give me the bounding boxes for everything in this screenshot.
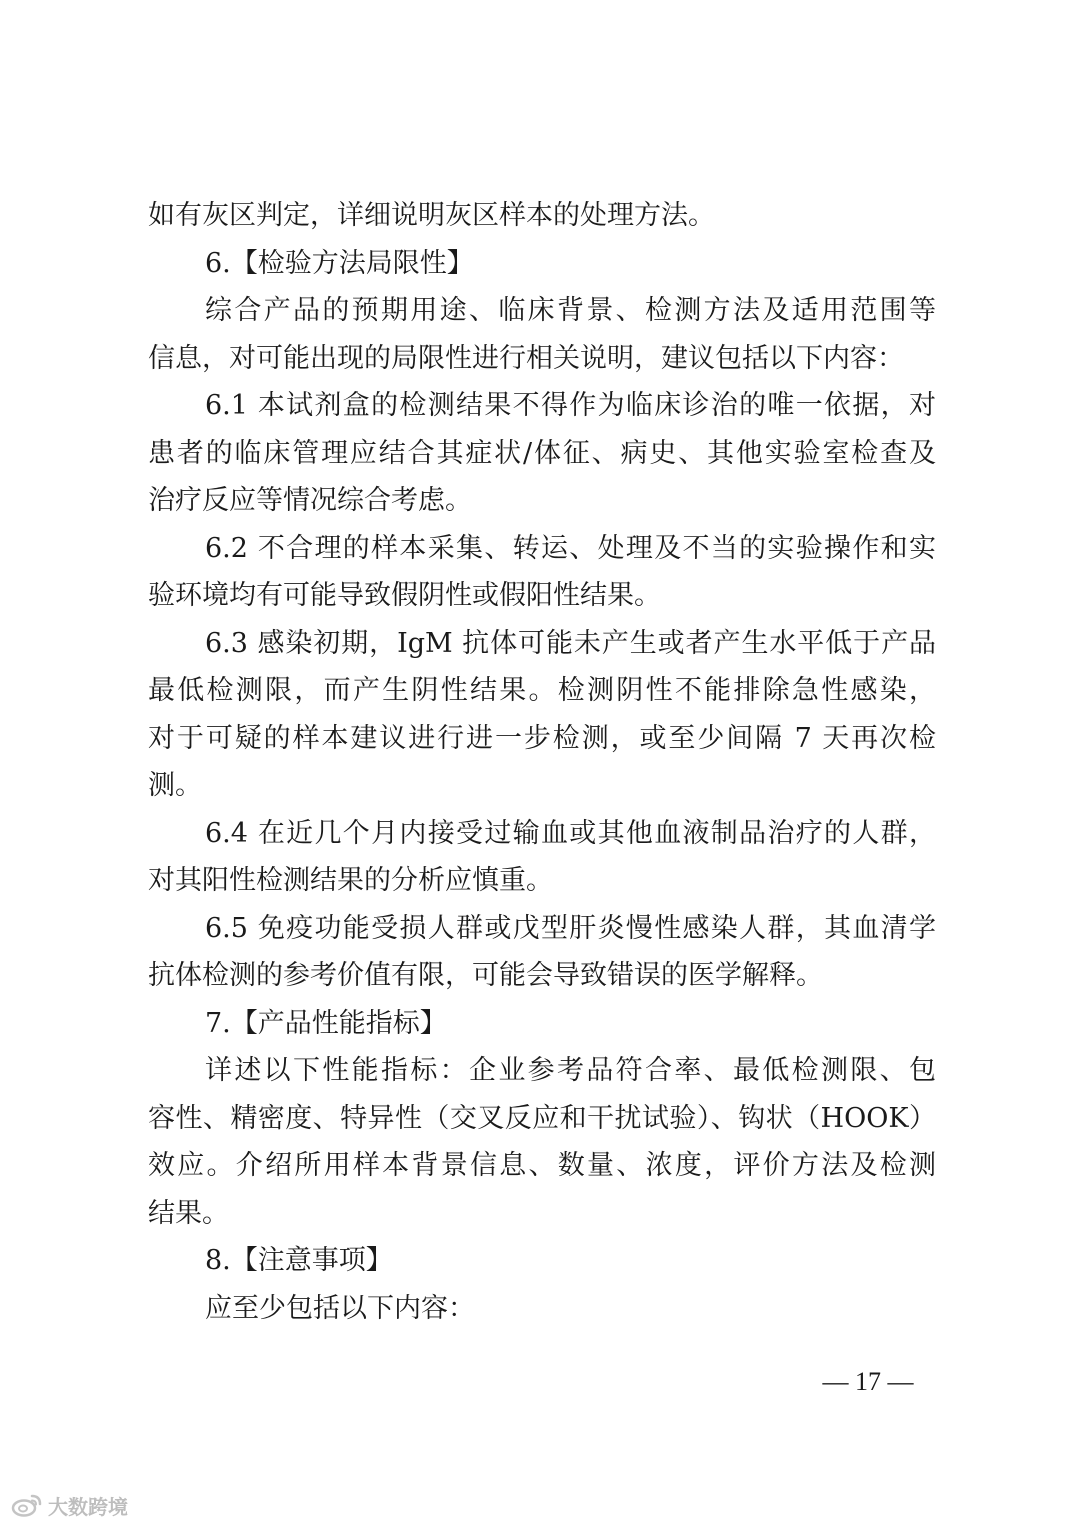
watermark: [10, 1490, 128, 1520]
page-number: — 17 —: [822, 1367, 914, 1396]
paragraph-line: 验环境均有可能导致假阴性或假阳性结果。: [148, 580, 661, 611]
paragraph-line: 6.4 在近几个月内接受过输血或其他血液制品治疗的人群，: [205, 817, 936, 849]
paragraph-line: 结果。: [148, 1197, 229, 1229]
document-body: [148, 192, 936, 1332]
paragraph-line: 最低检测限，而产生阴性结果。检测阴性不能排除急性感染，: [148, 675, 936, 706]
paragraph-line: 综合产品的预期用途、临床背景、检测方法及适用范围等: [205, 295, 936, 326]
section-heading: 6.【检验方法局限性】: [205, 247, 474, 279]
paragraph-line: 6.3 感染初期，IgM 抗体可能未产生或者产生水平低于产品: [205, 627, 936, 659]
section-heading: 7.【产品性能指标】: [205, 1007, 447, 1039]
paragraph-line: 详述以下性能指标：企业参考品符合率、最低检测限、包: [205, 1055, 936, 1086]
watermark-text: 大数跨境: [48, 1494, 128, 1519]
section-heading: 8.【注意事项】: [205, 1245, 393, 1276]
paragraph-line: 治疗反应等情况综合考虑。: [148, 485, 472, 516]
paragraph-line: 6.2 不合理的样本采集、转运、处理及不当的实验操作和实: [205, 532, 936, 564]
paragraph-line: 对其阳性检测结果的分析应慎重。: [148, 865, 553, 896]
paragraph-line: 患者的临床管理应结合其症状/体征、病史、其他实验室检查及: [148, 437, 936, 469]
paragraph-line: 6.5 免疫功能受损人群或戊型肝炎慢性感染人群，其血清学: [205, 912, 936, 944]
paragraph-line: 对于可疑的样本建议进行进一步检测，或至少间隔 7 天再次检: [148, 722, 936, 754]
paragraph-line: 容性、精密度、特异性（交叉反应和干扰试验）、钩状（HOOK）: [148, 1102, 936, 1134]
paragraph-line: 抗体检测的参考价值有限，可能会导致错误的医学解释。: [148, 960, 823, 991]
paragraph-line: 信息，对可能出现的局限性进行相关说明，建议包括以下内容：: [148, 342, 904, 374]
paragraph-line: 如有灰区判定，详细说明灰区样本的处理方法。: [148, 200, 715, 231]
paragraph-line: 效应。介绍所用样本背景信息、数量、浓度，评价方法及检测: [148, 1150, 936, 1181]
paragraph-line: 6.1 本试剂盒的检测结果不得作为临床诊治的唯一依据，对: [205, 390, 936, 421]
paragraph-line: 应至少包括以下内容：: [205, 1292, 475, 1324]
weibo-logo-icon: [10, 1492, 44, 1518]
paragraph-line: 测。: [148, 770, 202, 801]
